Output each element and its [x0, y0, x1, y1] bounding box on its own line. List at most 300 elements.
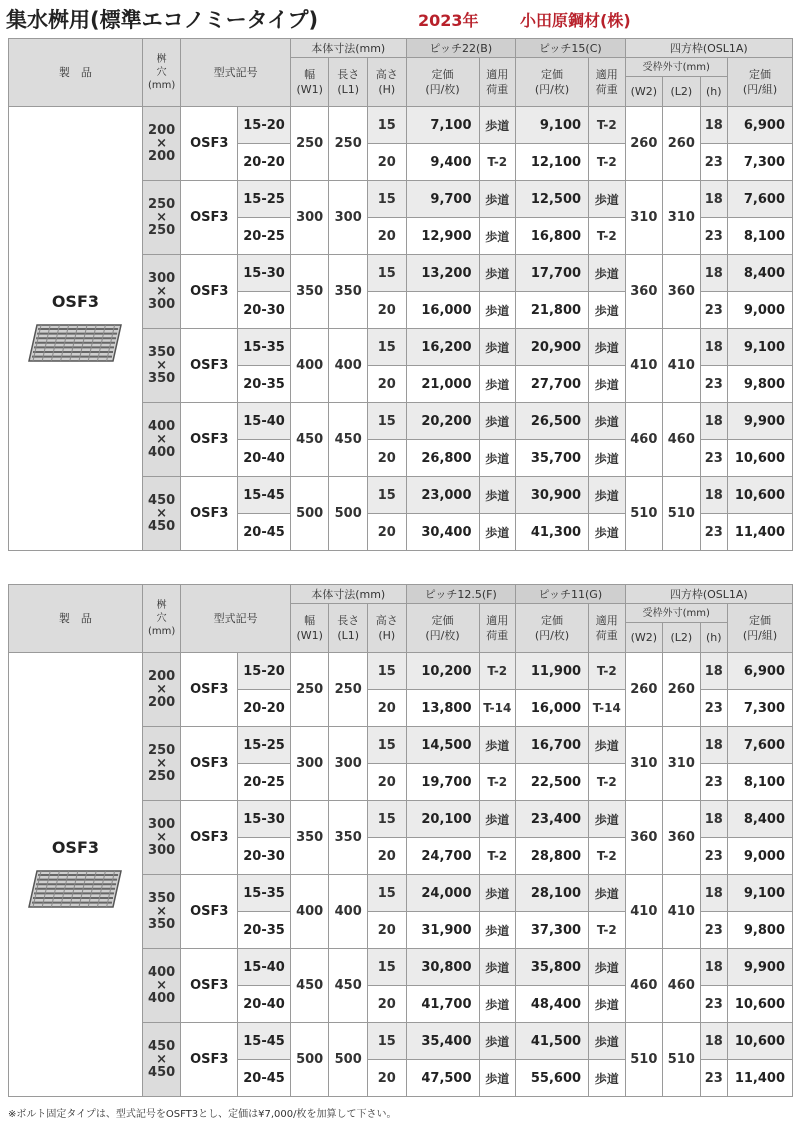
price-pitch-b: 21,800	[516, 292, 589, 329]
header-length	[329, 58, 368, 107]
load-pitch-b: T-2	[589, 764, 626, 801]
load-pitch-b: 歩道	[589, 949, 626, 986]
price-pitch-a: 9,700	[406, 181, 479, 218]
frame-w2: 360	[625, 255, 663, 329]
load-pitch-a: 歩道	[479, 477, 516, 514]
frame-w2: 310	[625, 181, 663, 255]
header-frame-outer: 受枠外寸(mm)	[625, 604, 727, 623]
model-code: 15-35	[238, 875, 291, 912]
header-height-line: (H)	[378, 83, 396, 96]
frame-h: 18	[700, 801, 727, 838]
year-label: 2023年	[418, 11, 479, 30]
hole-size	[142, 949, 181, 1023]
header-hole-line: (mm)	[147, 626, 176, 637]
height-h: 20	[367, 144, 406, 181]
model-code: 20-35	[238, 912, 291, 949]
load-pitch-b: 歩道	[589, 875, 626, 912]
length-l1: 450	[329, 949, 368, 1023]
frame-h: 23	[700, 440, 727, 477]
height-h: 15	[367, 1023, 406, 1060]
frame-price: 11,400	[727, 514, 792, 551]
frame-price: 7,300	[727, 144, 792, 181]
frame-price: 10,600	[727, 986, 792, 1023]
frame-h: 18	[700, 875, 727, 912]
length-l1: 450	[329, 403, 368, 477]
price-pitch-a: 13,200	[406, 255, 479, 292]
series-code: OSF3	[181, 181, 238, 255]
hole-size	[142, 875, 181, 949]
header-length-line: (L1)	[337, 629, 360, 642]
model-code: 20-25	[238, 218, 291, 255]
height-h: 15	[367, 181, 406, 218]
header-length-line: 長さ	[337, 614, 360, 627]
price-pitch-a: 21,000	[406, 366, 479, 403]
series-code: OSF3	[181, 329, 238, 403]
model-code: 20-20	[238, 144, 291, 181]
frame-h: 23	[700, 1060, 727, 1097]
header-width	[290, 604, 329, 653]
load-pitch-a: 歩道	[479, 181, 516, 218]
length-l1: 500	[329, 477, 368, 551]
header-price-each	[516, 604, 589, 653]
frame-price: 6,900	[727, 107, 792, 144]
load-pitch-a: 歩道	[479, 1023, 516, 1060]
load-pitch-b: 歩道	[589, 181, 626, 218]
width-w1: 500	[290, 1023, 329, 1097]
frame-price: 9,000	[727, 292, 792, 329]
frame-h: 18	[700, 653, 727, 690]
header-pitch-b: ピッチ11(G)	[516, 585, 626, 604]
header-height-line: 高さ	[375, 614, 398, 627]
frame-l2: 510	[663, 1023, 701, 1097]
header-w2: (W2)	[625, 77, 663, 107]
price-pitch-a: 24,000	[406, 875, 479, 912]
price-pitch-a: 41,700	[406, 986, 479, 1023]
header-price-each-line: 定価	[541, 614, 564, 627]
load-pitch-a: 歩道	[479, 255, 516, 292]
frame-h: 23	[700, 986, 727, 1023]
load-pitch-b: 歩道	[589, 1060, 626, 1097]
frame-price: 11,400	[727, 1060, 792, 1097]
company-name: 小田原鋼材(株)	[520, 11, 631, 30]
frame-h: 18	[700, 727, 727, 764]
price-pitch-b: 20,900	[516, 329, 589, 366]
load-pitch-b: T-14	[589, 690, 626, 727]
header-model: 型式記号	[181, 585, 291, 653]
width-w1: 300	[290, 181, 329, 255]
header-hole-line: 桝	[156, 600, 167, 611]
hole-size-line: 350	[148, 917, 176, 932]
price-pitch-a: 7,100	[406, 107, 479, 144]
frame-price: 8,400	[727, 801, 792, 838]
price-pitch-b: 41,500	[516, 1023, 589, 1060]
hole-size-line: 250	[148, 197, 176, 212]
height-h: 20	[367, 986, 406, 1023]
header-price-each-line: (円/枚)	[425, 629, 460, 642]
frame-w2: 260	[625, 107, 663, 181]
hole-size	[142, 181, 181, 255]
load-pitch-a: 歩道	[479, 801, 516, 838]
price-pitch-b: 12,100	[516, 144, 589, 181]
header-height	[367, 604, 406, 653]
height-h: 20	[367, 292, 406, 329]
price-pitch-a: 30,400	[406, 514, 479, 551]
header-hole	[142, 585, 181, 653]
model-code: 15-35	[238, 329, 291, 366]
hole-size-line: ×	[156, 506, 168, 521]
price-pitch-a: 13,800	[406, 690, 479, 727]
length-l1: 300	[329, 727, 368, 801]
price-pitch-a: 14,500	[406, 727, 479, 764]
hole-size-line: 450	[148, 1039, 176, 1054]
header-hole-line: 穴	[156, 613, 167, 624]
price-pitch-b: 48,400	[516, 986, 589, 1023]
steel-grating-icon	[27, 321, 123, 365]
frame-h: 18	[700, 107, 727, 144]
header-l2: (L2)	[663, 77, 701, 107]
load-pitch-b: 歩道	[589, 477, 626, 514]
header-frame: 四方枠(OSL1A)	[625, 39, 792, 58]
frame-w2: 460	[625, 949, 663, 1023]
header-width-line: (W1)	[296, 629, 323, 642]
header-load	[589, 604, 626, 653]
height-h: 15	[367, 329, 406, 366]
load-pitch-b: T-2	[589, 144, 626, 181]
hole-size-line: 250	[148, 223, 176, 238]
header-price-set	[727, 604, 792, 653]
model-code: 15-20	[238, 653, 291, 690]
frame-price: 6,900	[727, 653, 792, 690]
load-pitch-a: 歩道	[479, 875, 516, 912]
hole-size-line: ×	[156, 830, 168, 845]
width-w1: 250	[290, 107, 329, 181]
frame-l2: 360	[663, 801, 701, 875]
header-length	[329, 604, 368, 653]
frame-price: 9,900	[727, 949, 792, 986]
header-width-line: 幅	[304, 614, 316, 627]
height-h: 20	[367, 838, 406, 875]
header-load-line: 適用	[486, 68, 509, 81]
header-h: (h)	[700, 77, 727, 107]
series-code: OSF3	[181, 949, 238, 1023]
hole-size-line: 400	[148, 965, 176, 980]
model-code: 20-40	[238, 440, 291, 477]
header-body-dim: 本体寸法(mm)	[290, 39, 406, 58]
load-pitch-b: 歩道	[589, 1023, 626, 1060]
header-price-each-line: (円/枚)	[534, 629, 570, 642]
frame-l2: 510	[663, 477, 701, 551]
hole-size-line: ×	[156, 210, 168, 225]
price-pitch-b: 23,400	[516, 801, 589, 838]
height-h: 15	[367, 477, 406, 514]
frame-w2: 310	[625, 727, 663, 801]
hole-size-line: ×	[156, 1052, 168, 1067]
load-pitch-b: 歩道	[589, 403, 626, 440]
frame-l2: 360	[663, 255, 701, 329]
price-pitch-b: 30,900	[516, 477, 589, 514]
model-code: 15-40	[238, 949, 291, 986]
height-h: 15	[367, 255, 406, 292]
load-pitch-a: 歩道	[479, 403, 516, 440]
length-l1: 300	[329, 181, 368, 255]
load-pitch-b: 歩道	[589, 366, 626, 403]
price-pitch-a: 35,400	[406, 1023, 479, 1060]
hole-size-line: ×	[156, 904, 168, 919]
frame-h: 23	[700, 764, 727, 801]
hole-size-line: 450	[148, 493, 176, 508]
header-frame-outer: 受枠外寸(mm)	[625, 58, 727, 77]
header-model: 型式記号	[181, 39, 291, 107]
load-pitch-a: 歩道	[479, 1060, 516, 1097]
model-code: 15-20	[238, 107, 291, 144]
height-h: 20	[367, 514, 406, 551]
frame-h: 18	[700, 1023, 727, 1060]
price-pitch-b: 37,300	[516, 912, 589, 949]
load-pitch-a: 歩道	[479, 366, 516, 403]
height-h: 15	[367, 949, 406, 986]
header-price-each	[406, 604, 479, 653]
frame-h: 18	[700, 255, 727, 292]
model-code: 20-35	[238, 366, 291, 403]
model-code: 20-30	[238, 838, 291, 875]
load-pitch-b: 歩道	[589, 727, 626, 764]
price-pitch-a: 16,000	[406, 292, 479, 329]
header-pitch-b: ピッチ15(C)	[516, 39, 626, 58]
load-pitch-b: 歩道	[589, 514, 626, 551]
load-pitch-b: T-2	[589, 838, 626, 875]
model-code: 20-25	[238, 764, 291, 801]
frame-price: 9,900	[727, 403, 792, 440]
model-code: 20-40	[238, 986, 291, 1023]
frame-w2: 260	[625, 653, 663, 727]
frame-h: 18	[700, 403, 727, 440]
hole-size-line: 300	[148, 297, 176, 312]
load-pitch-b: 歩道	[589, 440, 626, 477]
header-load-line: 荷重	[595, 83, 618, 96]
model-code: 20-45	[238, 514, 291, 551]
price-pitch-a: 20,200	[406, 403, 479, 440]
load-pitch-b: T-2	[589, 107, 626, 144]
header-length-line: 長さ	[337, 68, 360, 81]
length-l1: 250	[329, 653, 368, 727]
header-height-line: (H)	[378, 629, 396, 642]
frame-l2: 410	[663, 875, 701, 949]
hole-size-line: 400	[148, 419, 176, 434]
frame-price: 8,100	[727, 218, 792, 255]
hole-size-line: 400	[148, 445, 176, 460]
frame-price: 10,600	[727, 440, 792, 477]
load-pitch-b: 歩道	[589, 329, 626, 366]
price-pitch-b: 16,000	[516, 690, 589, 727]
hole-size-line: ×	[156, 284, 168, 299]
frame-h: 18	[700, 181, 727, 218]
hole-size-line: 200	[148, 695, 176, 710]
load-pitch-a: 歩道	[479, 514, 516, 551]
hole-size	[142, 801, 181, 875]
length-l1: 500	[329, 1023, 368, 1097]
price-pitch-a: 16,200	[406, 329, 479, 366]
header-h: (h)	[700, 623, 727, 653]
price-pitch-a: 23,000	[406, 477, 479, 514]
model-code: 20-30	[238, 292, 291, 329]
load-pitch-a: T-2	[479, 764, 516, 801]
price-pitch-b: 9,100	[516, 107, 589, 144]
height-h: 15	[367, 801, 406, 838]
frame-l2: 260	[663, 107, 701, 181]
frame-price: 9,800	[727, 366, 792, 403]
title-bar	[0, 0, 801, 38]
load-pitch-a: 歩道	[479, 292, 516, 329]
product-cell	[9, 653, 143, 1097]
frame-h: 18	[700, 477, 727, 514]
header-load-line: 適用	[595, 614, 618, 627]
header-load	[589, 58, 626, 107]
frame-price: 9,000	[727, 838, 792, 875]
load-pitch-a: 歩道	[479, 727, 516, 764]
price-pitch-b: 28,800	[516, 838, 589, 875]
price-pitch-a: 31,900	[406, 912, 479, 949]
height-h: 15	[367, 403, 406, 440]
header-load-line: 適用	[486, 614, 509, 627]
price-pitch-b: 28,100	[516, 875, 589, 912]
frame-price: 10,600	[727, 477, 792, 514]
header-price-set-line: 定価	[748, 614, 771, 627]
hole-size	[142, 255, 181, 329]
width-w1: 300	[290, 727, 329, 801]
hole-size-line: 200	[148, 669, 176, 684]
header-price-each	[516, 58, 589, 107]
product-name: OSF3	[51, 838, 100, 857]
table-row	[9, 653, 793, 690]
price-pitch-b: 16,800	[516, 218, 589, 255]
model-code: 15-45	[238, 477, 291, 514]
load-pitch-a: T-14	[479, 690, 516, 727]
price-pitch-a: 26,800	[406, 440, 479, 477]
height-h: 20	[367, 764, 406, 801]
width-w1: 450	[290, 949, 329, 1023]
model-code: 15-45	[238, 1023, 291, 1060]
header-pitch-a: ピッチ12.5(F)	[406, 585, 516, 604]
height-h: 20	[367, 1060, 406, 1097]
header-hole	[142, 39, 181, 107]
frame-price: 8,100	[727, 764, 792, 801]
header-frame: 四方枠(OSL1A)	[625, 585, 792, 604]
price-pitch-a: 9,400	[406, 144, 479, 181]
header-load-line: 荷重	[595, 629, 618, 642]
hole-size-line: ×	[156, 432, 168, 447]
frame-h: 23	[700, 366, 727, 403]
header-price-each-line: (円/枚)	[425, 83, 460, 96]
frame-l2: 260	[663, 653, 701, 727]
load-pitch-a: 歩道	[479, 440, 516, 477]
series-code: OSF3	[181, 403, 238, 477]
frame-h: 18	[700, 329, 727, 366]
load-pitch-b: 歩道	[589, 986, 626, 1023]
header-price-set	[727, 58, 792, 107]
header-height	[367, 58, 406, 107]
hole-size-line: 200	[148, 123, 176, 138]
price-pitch-a: 19,700	[406, 764, 479, 801]
load-pitch-a: 歩道	[479, 218, 516, 255]
header-price-each-line: 定価	[431, 68, 454, 81]
price-pitch-b: 22,500	[516, 764, 589, 801]
hole-size-line: ×	[156, 358, 168, 373]
frame-h: 23	[700, 218, 727, 255]
header-width-line: (W1)	[296, 83, 323, 96]
hole-size-line: 250	[148, 769, 176, 784]
length-l1: 250	[329, 107, 368, 181]
frame-h: 23	[700, 144, 727, 181]
price-pitch-b: 41,300	[516, 514, 589, 551]
model-code: 15-30	[238, 801, 291, 838]
load-pitch-b: 歩道	[589, 292, 626, 329]
series-code: OSF3	[181, 875, 238, 949]
load-pitch-b: 歩道	[589, 255, 626, 292]
frame-w2: 460	[625, 403, 663, 477]
load-pitch-a: 歩道	[479, 912, 516, 949]
height-h: 20	[367, 366, 406, 403]
hole-size	[142, 727, 181, 801]
series-code: OSF3	[181, 477, 238, 551]
header-load-line: 荷重	[486, 83, 509, 96]
frame-h: 23	[700, 838, 727, 875]
width-w1: 450	[290, 403, 329, 477]
load-pitch-a: T-2	[479, 838, 516, 875]
frame-price: 8,400	[727, 255, 792, 292]
header-pitch-a: ピッチ22(B)	[406, 39, 516, 58]
header-w2: (W2)	[625, 623, 663, 653]
series-code: OSF3	[181, 727, 238, 801]
price-pitch-b: 12,500	[516, 181, 589, 218]
frame-price: 7,300	[727, 690, 792, 727]
header-height-line: 高さ	[375, 68, 398, 81]
frame-w2: 410	[625, 329, 663, 403]
header-hole-line: 桝	[156, 54, 167, 65]
frame-w2: 360	[625, 801, 663, 875]
frame-price: 9,100	[727, 875, 792, 912]
load-pitch-b: 歩道	[589, 801, 626, 838]
header-l2: (L2)	[663, 623, 701, 653]
hole-size-line: 400	[148, 991, 176, 1006]
height-h: 15	[367, 107, 406, 144]
load-pitch-a: 歩道	[479, 107, 516, 144]
price-pitch-a: 20,100	[406, 801, 479, 838]
frame-l2: 460	[663, 403, 701, 477]
price-pitch-b: 26,500	[516, 403, 589, 440]
height-h: 20	[367, 440, 406, 477]
frame-h: 18	[700, 949, 727, 986]
footnote: ※ボルト固定タイプは、型式記号をOSFT3とし、定価は¥7,000/枚を加算して下さい。	[8, 1109, 397, 1120]
price-table-1	[8, 38, 793, 551]
hole-size-line: 450	[148, 519, 176, 534]
width-w1: 350	[290, 801, 329, 875]
price-pitch-a: 47,500	[406, 1060, 479, 1097]
product-cell	[9, 107, 143, 551]
table-row	[9, 107, 793, 144]
price-pitch-b: 17,700	[516, 255, 589, 292]
price-pitch-b: 35,800	[516, 949, 589, 986]
length-l1: 400	[329, 329, 368, 403]
height-h: 20	[367, 218, 406, 255]
load-pitch-a: 歩道	[479, 986, 516, 1023]
load-pitch-b: T-2	[589, 218, 626, 255]
hole-size-line: 350	[148, 345, 176, 360]
length-l1: 350	[329, 801, 368, 875]
width-w1: 250	[290, 653, 329, 727]
frame-h: 23	[700, 514, 727, 551]
load-pitch-a: T-2	[479, 144, 516, 181]
frame-w2: 510	[625, 477, 663, 551]
